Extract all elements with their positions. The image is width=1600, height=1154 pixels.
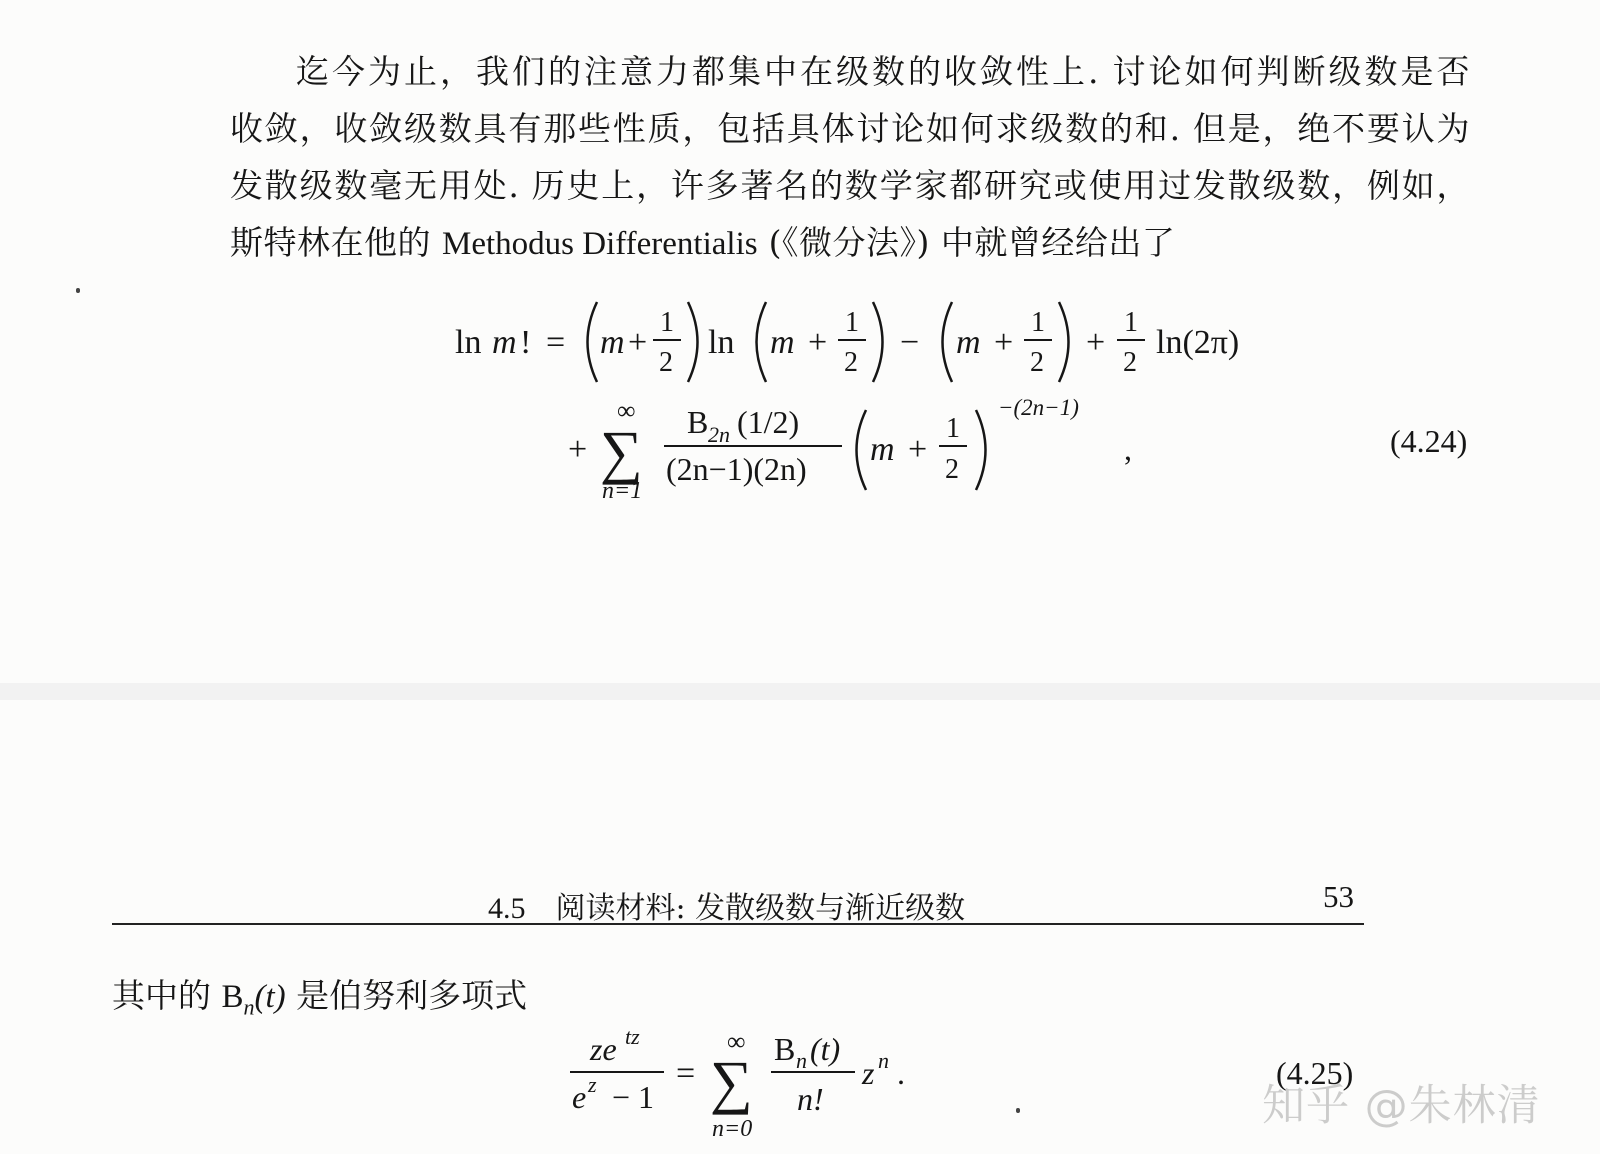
- g1-frac-num: 1: [660, 307, 674, 338]
- line4-suffix: (《微分法》) 中就曾经给出了: [768, 223, 1176, 262]
- equation-label-4-25: (4.25): [1276, 1055, 1354, 1091]
- frac-num-B: B: [687, 404, 709, 440]
- book-title: Methodus Differentialis: [442, 226, 758, 262]
- speck-mark-2: [1016, 1108, 1020, 1113]
- rhs-num-B: B: [774, 1031, 796, 1067]
- frac-num-arg: (1/2): [737, 404, 800, 440]
- sum-upper: ∞: [617, 396, 636, 425]
- g1-m: m: [600, 324, 625, 361]
- lhs-m: m: [492, 324, 517, 361]
- g4-plus: +: [908, 431, 928, 468]
- sum-lower: n=1: [602, 478, 643, 504]
- intro-symbol-arg: (t): [254, 979, 286, 1015]
- rhs-z-sup: n: [878, 1048, 889, 1073]
- g3-plus: +: [994, 324, 1014, 361]
- running-head: [112, 879, 1364, 926]
- paren-right-4: [976, 410, 986, 490]
- paragraph-line-4: [230, 214, 1470, 273]
- eq2-period: .: [897, 1055, 905, 1091]
- intro-sentence: [112, 970, 527, 1021]
- ln-2pi: ln(2π): [1156, 324, 1240, 361]
- sum2-lower: n=0: [712, 1116, 753, 1142]
- line4-prefix: 斯特林在他的: [230, 223, 431, 262]
- plus-sign: +: [1086, 324, 1106, 361]
- eq2-equals: =: [676, 1055, 696, 1092]
- section-title: 阅读材料: 发散级数与渐近级数: [555, 891, 966, 926]
- g3-frac-num: 1: [1031, 307, 1045, 338]
- g2-frac-num: 1: [845, 307, 859, 338]
- g2-m: m: [770, 324, 795, 361]
- paren-right-1: [688, 302, 698, 382]
- rhs-den: n!: [797, 1081, 824, 1117]
- trailing-comma: ,: [1124, 431, 1132, 467]
- g4-frac-den: 2: [945, 454, 959, 485]
- paragraph-line-3: 发散级数毫无用处. 历史上，许多著名的数学家都研究或使用过发散级数，例如，: [230, 166, 1470, 205]
- equation-label-4-24: (4.24): [1390, 423, 1468, 459]
- rhs-num-sub: n: [796, 1048, 807, 1073]
- paragraph-line-1: 迄今为止，我们的注意力都集中在级数的收敛性上. 讨论如何判断级数是否: [296, 52, 1470, 91]
- intro-prefix: 其中的: [112, 976, 211, 1015]
- intro-symbol: [221, 979, 286, 1020]
- intro-symbol-B: B: [221, 979, 244, 1015]
- g1-plus: +: [628, 324, 648, 361]
- g3-frac-den: 2: [1030, 347, 1044, 378]
- lhs-num: ze: [590, 1031, 617, 1067]
- lhs-den-sup: z: [588, 1072, 597, 1097]
- paragraph-line-2: 收敛，收敛级数具有那些性质，包括具体讨论如何求级数的和. 但是，绝不要认为: [230, 109, 1470, 148]
- equation-4-24: [0, 280, 1600, 510]
- lhs-num-sup: tz: [625, 1024, 640, 1049]
- zhihu-watermark: 知乎 @朱林清: [1262, 1081, 1541, 1131]
- page-number: 53: [1323, 879, 1354, 914]
- paren-left-4: [857, 410, 867, 490]
- lhs-ln: ln: [455, 324, 482, 361]
- g3-m: m: [956, 324, 981, 361]
- paren-right-3: [1059, 302, 1069, 382]
- sigma2-symbol: ∑: [710, 1049, 753, 1115]
- body-paragraph: [230, 43, 1470, 273]
- g4-m: m: [870, 431, 895, 468]
- rhs-num-arg: (t): [810, 1031, 841, 1067]
- lhs-den-e: e: [572, 1079, 587, 1115]
- sum2-upper: ∞: [727, 1027, 746, 1056]
- half-den: 2: [1123, 347, 1137, 378]
- frac-num-sub: 2n: [708, 422, 730, 447]
- equals-sign: =: [546, 324, 566, 361]
- minus-sign: −: [900, 324, 920, 361]
- paren-left-2: [757, 302, 767, 382]
- ln-2: ln: [708, 324, 735, 361]
- sigma-symbol: ∑: [600, 419, 643, 485]
- paren-left-1: [588, 302, 598, 382]
- intro-suffix: 是伯努利多项式: [296, 976, 528, 1015]
- running-head-title: [488, 883, 965, 927]
- section-number: 4.5: [488, 892, 526, 925]
- rhs-z: z: [862, 1055, 875, 1091]
- g2-plus: +: [808, 324, 828, 361]
- lhs-den-tail: − 1: [612, 1079, 655, 1115]
- sum-plus: +: [568, 431, 588, 468]
- g2-frac-den: 2: [844, 347, 858, 378]
- lhs-factorial: !: [520, 324, 532, 361]
- exponent: −(2n−1): [998, 395, 1079, 420]
- half-num: 1: [1124, 307, 1138, 338]
- paren-right-2: [873, 302, 883, 382]
- frac-den: (2n−1)(2n): [666, 451, 807, 487]
- paren-left-3: [943, 302, 953, 382]
- g4-frac-num: 1: [946, 413, 960, 444]
- intro-symbol-sub: n: [243, 994, 255, 1020]
- g1-frac-den: 2: [659, 347, 673, 378]
